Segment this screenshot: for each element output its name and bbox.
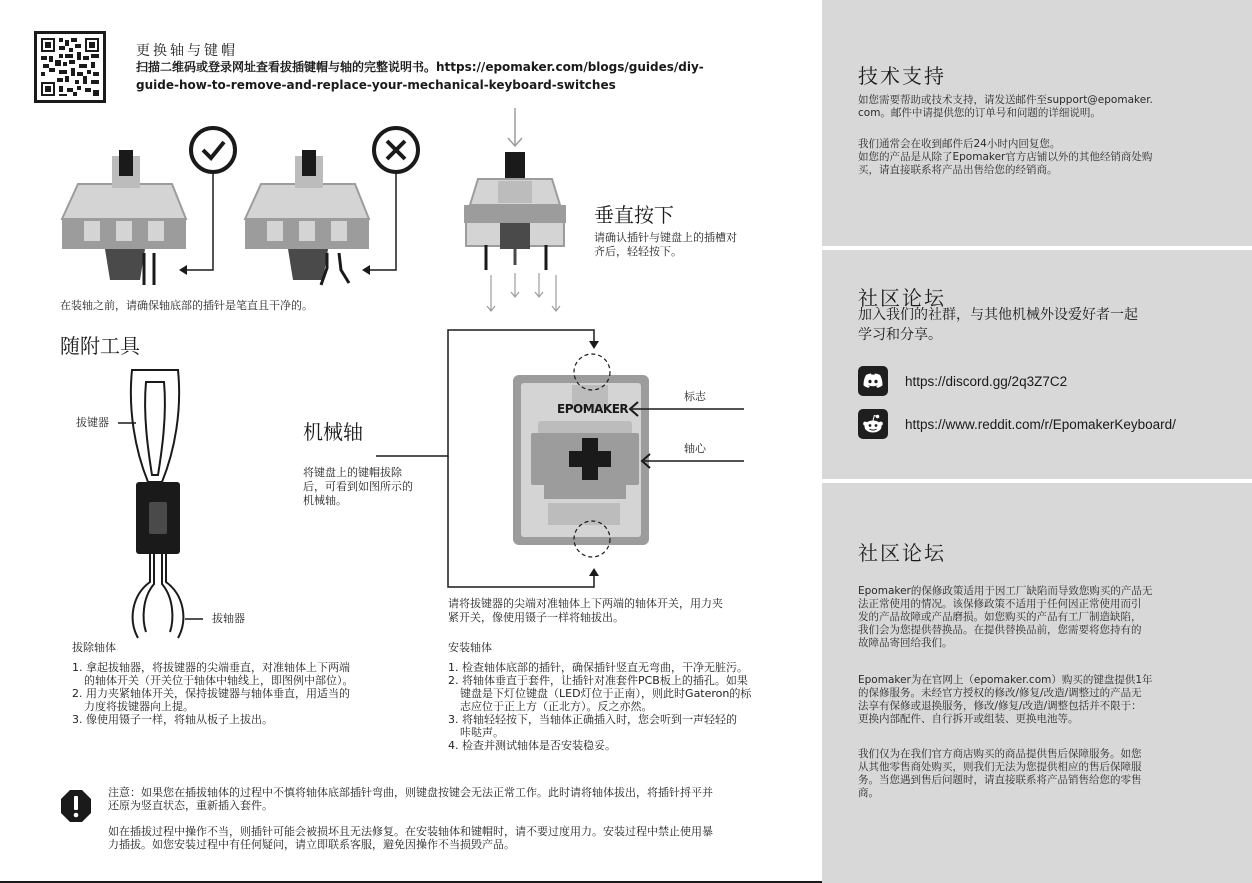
warranty-p3-line: 从其他零售商处购买，则我们无法为您提供相应的售后保障服 xyxy=(858,761,1142,773)
qr-code xyxy=(34,31,106,103)
remove-section xyxy=(72,641,432,726)
remove-step-3: 3. 像使用镊子一样，将轴从板子上拔出。 xyxy=(72,713,273,726)
switch-top-view-diagram xyxy=(376,325,756,625)
mech-desc-line3: 机械轴。 xyxy=(303,494,347,507)
install-step-2-cont-a: 键盘是下灯位键盘（LED灯位于正南），则此时Gateron的标 xyxy=(460,687,752,700)
warning-p1-line2: 还原为竖直状态，重新插入套件。 xyxy=(108,799,273,812)
remove-step-1: 1. 拿起拔轴器，将拔键器的尖端垂直，对准轴体上下两端 xyxy=(72,661,350,674)
support-p2-line1: 我们通常会在收到邮件后24小时内回复您。 xyxy=(858,138,1061,150)
install-section xyxy=(448,641,818,752)
press-desc-line1: 请确认插针与键盘上的插槽对 xyxy=(594,231,737,244)
tools-title: 随附工具 xyxy=(60,334,140,358)
warranty-p1-line: 故障品寄回给我们。 xyxy=(858,637,953,649)
install-step-3: 3. 将轴轻轻按下，当轴体正确插入时，您会听到一声轻轻的 xyxy=(448,713,737,726)
reddit-link[interactable] xyxy=(858,409,1176,439)
community-subtitle-line2: 学习和分享。 xyxy=(858,327,942,343)
warranty-p3-line: 商。 xyxy=(858,787,879,799)
remove-title: 拔除轴体 xyxy=(72,641,116,654)
press-title: 垂直按下 xyxy=(594,203,674,227)
header-title: 更换轴与键帽 xyxy=(136,43,238,59)
reddit-icon xyxy=(858,409,888,439)
warranty-panel xyxy=(822,483,1252,883)
install-step-1: 1. 检查轴体底部的插针，确保插针竖直无弯曲，干净无脏污。 xyxy=(448,661,748,674)
warning-p2-line1: 如在插拔过程中操作不当，则插针可能会被损坏且无法修复。在安装轴体和键帽时，请不要过度用力。安装过程中禁止使用暴 xyxy=(108,825,713,838)
install-step-2: 2. 将轴体垂直于套件，让插针对准套件PCB板上的插孔。如果 xyxy=(448,674,748,687)
community-subtitle-line1: 加入我们的社群，与其他机械外设爱好者一起 xyxy=(858,307,1138,323)
label-logo: 标志 xyxy=(684,390,706,403)
discord-icon xyxy=(858,366,888,396)
support-p2-line2: 如您的产品是从除了Epomaker官方店铺以外的其他经销商处购 xyxy=(858,151,1153,163)
warranty-p3 xyxy=(858,748,1218,800)
reddit-url[interactable]: https://www.reddit.com/r/EpomakerKeyboard/ xyxy=(905,416,1176,432)
warranty-p3-line: 务。当您遇到售后问题时，请直接联系将产品销售给您的零售 xyxy=(858,774,1142,786)
warranty-p3-line: 我们仅为在我们官方商店购买的商品提供售后保障服务。如您 xyxy=(858,748,1142,760)
warranty-p1-line: Epomaker的保修政策适用于因工厂缺陷而导致您购买的产品无 xyxy=(858,585,1153,597)
warranty-title: 社区论坛 xyxy=(858,541,946,565)
key-puller-tool-illustration xyxy=(70,370,270,640)
warranty-p1 xyxy=(858,585,1218,650)
install-step-4: 4. 检查并测试轴体是否安装稳妥。 xyxy=(448,739,616,752)
mech-note-line2: 紧开关，像使用镊子一样将轴拔出。 xyxy=(448,611,624,624)
switch-pins-straight-illustration xyxy=(60,120,260,310)
support-p1-line2: com。邮件中请提供您的订单号和问题的详细说明。 xyxy=(858,107,1101,119)
support-title: 技术支持 xyxy=(858,64,946,88)
warranty-p2-line: 的保修服务。未经官方授权的修改/修复/改造/调整过的产品无 xyxy=(858,687,1142,699)
header-desc-line1: 扫描二维码或登录网址查看拔插键帽与轴的完整说明书。https://epomaker.com/blogs/guides/diy- xyxy=(136,60,704,74)
press-desc-line2: 齐后，轻轻按下。 xyxy=(594,245,682,258)
install-step-3-cont: 咔哒声。 xyxy=(460,726,504,739)
warranty-p2-line: Epomaker为在官网上（epomaker.com）购买的键盘提供1年 xyxy=(858,674,1153,686)
key-puller-label: 拔键器 xyxy=(76,416,109,429)
warranty-p1-line: 我们会为您提供替换品。在提供替换品前，您需要将您持有的 xyxy=(858,624,1142,636)
warranty-p1-line: 法正常使用的情况。该保修政策不适用于任何因正常使用而引 xyxy=(858,598,1142,610)
warranty-p2-line: 法享有保修或退换服务，修改/修复/改造/调整包括并不限于： xyxy=(858,700,1142,712)
press-down-illustration xyxy=(458,105,578,315)
install-step-2-cont-b: 志应位于正上方（正北方）。反之亦然。 xyxy=(460,700,653,713)
warning-p2-line2: 力插拔。如您安装过程中有任何疑问，请立即联系客服，避免因操作不当损毁产品。 xyxy=(108,838,515,851)
support-panel xyxy=(822,0,1252,246)
warranty-p1-line: 发的产品故障或产品磨损。如您购买的产品有工厂制造缺陷， xyxy=(858,611,1142,623)
remove-step-2-cont: 力度将拔键器向上提。 xyxy=(84,700,194,713)
header-desc-line2: guide-how-to-remove-and-replace-your-mechanical-keyboard-switches xyxy=(136,78,616,92)
mech-desc-line2: 后，可看到如图所示的 xyxy=(303,480,413,493)
switch-puller-label: 拔轴器 xyxy=(212,612,245,625)
support-p1-line1: 如您需要帮助或技术支持，请发送邮件至support@epomaker. xyxy=(858,94,1153,106)
warranty-p2-line: 更换内部配件、自行拆开或组装、更换电池等。 xyxy=(858,713,1079,725)
switch-pins-bent-illustration xyxy=(243,120,443,310)
warranty-p2 xyxy=(858,674,1218,726)
support-p2-line3: 买，请直接联系将产品出售给您的经销商。 xyxy=(858,164,1058,176)
remove-step-2: 2. 用力夹紧轴体开关，保持拔键器与轴体垂直，用适当的 xyxy=(72,687,350,700)
label-stem: 轴心 xyxy=(684,442,706,455)
community-panel xyxy=(822,250,1252,479)
discord-url[interactable]: https://discord.gg/2q3Z7C2 xyxy=(905,373,1068,389)
warning-p1-line1: 注意：如果您在插拔轴体的过程中不慎将轴体底部插针弯曲，则键盘按键会无法正常工作。此时请将轴体拔出，将插针捋平并 xyxy=(108,786,713,799)
warning-icon xyxy=(60,789,92,823)
switch-logo-text: EPOMAKER xyxy=(557,402,629,416)
install-title: 安装轴体 xyxy=(448,641,492,654)
mech-title: 机械轴 xyxy=(303,420,363,444)
remove-step-1-cont: 的轴体开关（开关位于轴体中轴线上，即图例中部位）。 xyxy=(84,674,354,687)
mech-desc-line1: 将键盘上的键帽拔除 xyxy=(303,466,402,479)
pins-caption: 在装轴之前，请确保轴底部的插针是笔直且干净的。 xyxy=(60,299,313,312)
community-title: 社区论坛 xyxy=(858,286,946,310)
discord-link[interactable] xyxy=(858,366,1067,396)
mech-note-line1: 请将拔键器的尖端对准轴体上下两端的轴体开关，用力夹 xyxy=(448,597,723,610)
